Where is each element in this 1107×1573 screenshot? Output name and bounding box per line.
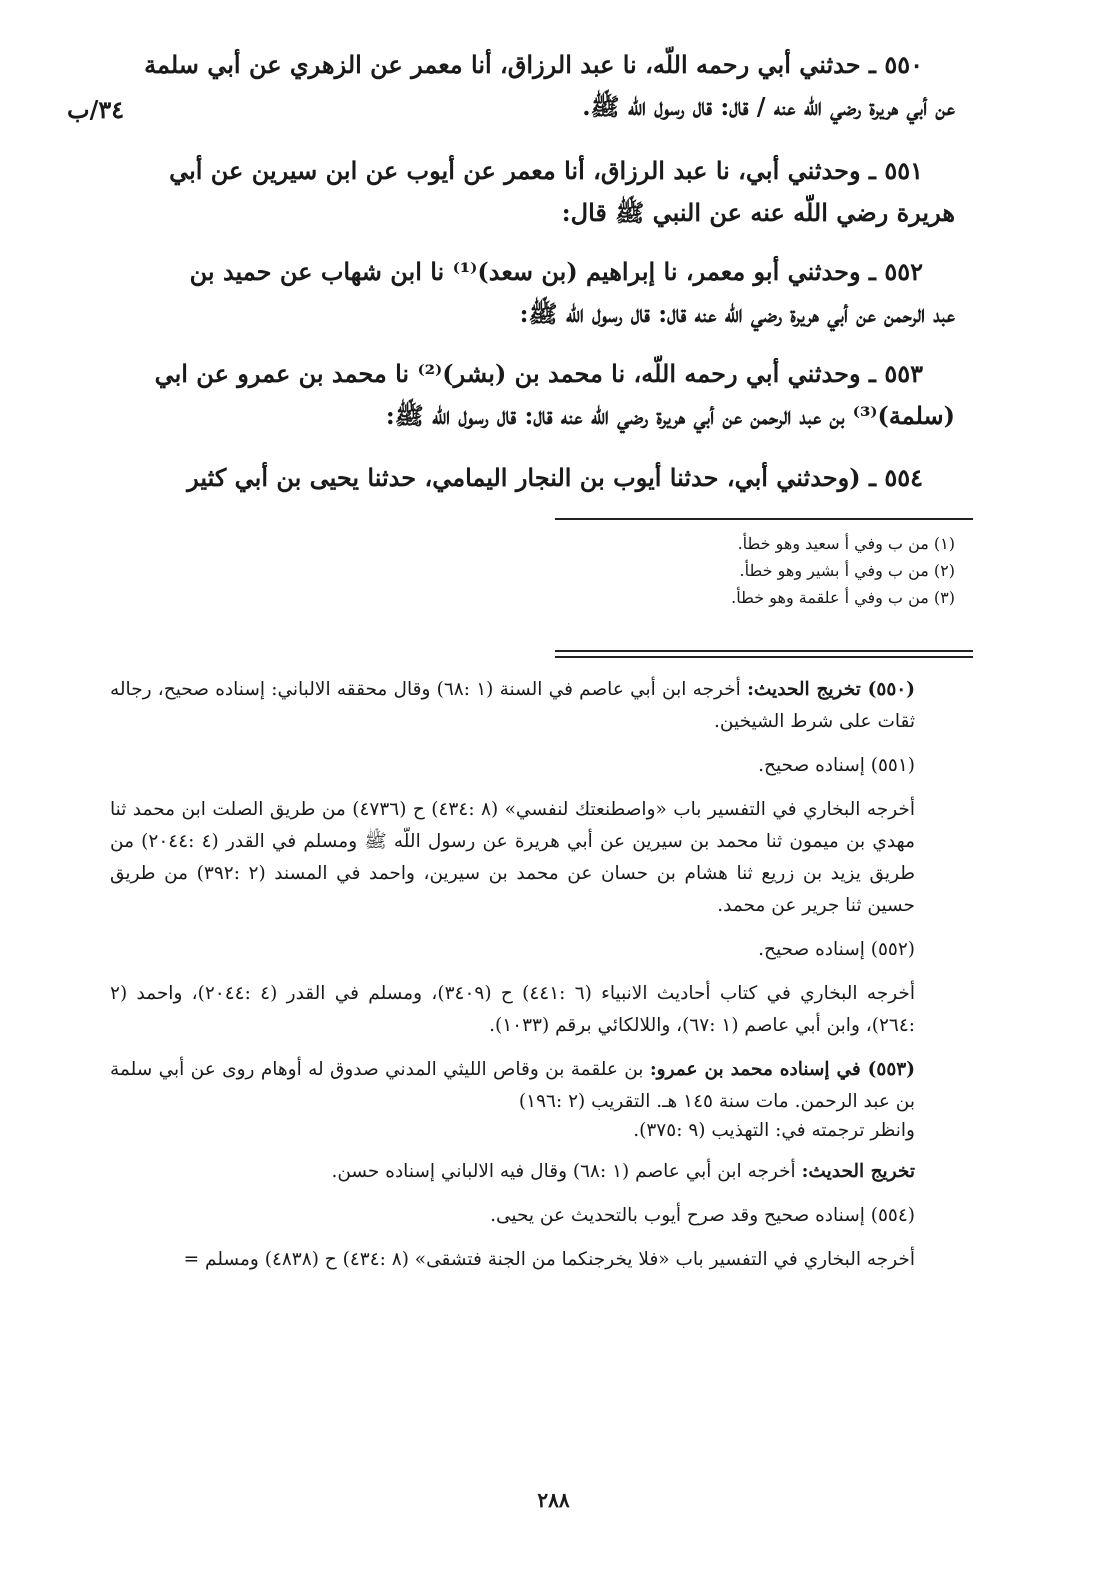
footnote-separator (555, 518, 973, 520)
footnote-3: (٣) من ب وفي أ علقمة وهو خطأ. (731, 588, 955, 607)
takhrij-550-text: أخرجه ابن أبي عاصم في السنة (١ :٦٨) وقال محققه الالباني: إسناده صحيح، رجاله ثقات على شرط الشيخين. (110, 679, 915, 732)
takhrij-553-extra (110, 1156, 955, 1188)
takhrij-553-ref: وانظر ترجمته في: التهذيب (٩ :٣٧٥). (633, 1120, 915, 1141)
takhrij-550 (110, 674, 955, 738)
manuscript-folio-marker: ٣٤/ب (67, 95, 125, 124)
hadith-552-line-1: ٥٥٢ ـ وحدثني أبو معمر، نا إبراهيم (بن سعد)⁽¹⁾ نا ابن شهاب عن حميد بن (189, 257, 923, 286)
hadith-550 (110, 44, 955, 128)
takhrij-553-text: بن علقمة بن وقاص الليثي المدني صدوق له أوهام روى عن أبي سلمة بن عبد الرحمن. مات سنة ١٤٥ هـ. التقريب (٢ :١٩٦) (110, 1059, 915, 1112)
hadith-550-line-1: ٥٥٠ ـ حدثني أبي رحمه اللّه، نا عبد الرزاق، أنا معمر عن الزهري عن أبي سلمة (144, 50, 923, 79)
takhrij-552-detail: أخرجه البخاري في كتاب أحاديث الانبياء (٦ :٤٤١) ح (٣٤٠٩)، ومسلم في القدر (٤ :٢٠٤٤)، واحمد (٢ :٢٦٤)، وابن أبي عاصم (١ :٦٧)، واللالكائي برقم (١٠٣٣). (110, 983, 915, 1036)
takhrij-554: (٥٥٤) إسناده صحيح وقد صرح أيوب بالتحديث عن يحيى. (490, 1205, 915, 1226)
takhrij-553-lead: (٥٥٣) في إسناده محمد بن عمرو: (649, 1059, 915, 1080)
hadith-552 (110, 251, 955, 335)
takhrij-551-detail: أخرجه البخاري في التفسير باب «واصطنعتك لنفسي» (٨ :٤٣٤) ح (٤٧٣٦) من طريق الصلت ابن محمد ثنا مهدي بن ميمون ثنا محمد بن سيرين عن أبي هريرة عن رسول اللّه ﷺ ومسلم في القدر (٤ :٢٠٤٤) من طريق يزيد بن زريع ثنا هشام بن حسان عن محمد بن سيرين، واحمد في المسند (٢ :٣٩٢) من طريق حسين ثنا جرير عن محمد. (110, 799, 915, 916)
footnote-2: (٢) من ب وفي أ بشير وهو خطأ. (739, 561, 955, 580)
takhrij-553 (110, 1054, 955, 1118)
hadith-551-line-2: هريرة رضي اللّه عنه عن النبي ﷺ قال: (561, 198, 955, 227)
takhrij-552: (٥٥٢) إسناده صحيح. (758, 939, 915, 960)
takhrij-553-extra-text: أخرجه ابن أبي عاصم (١ :٦٨) وقال فيه الالباني إسناده حسن. (331, 1161, 796, 1182)
hadith-551 (110, 150, 955, 234)
footnotes (535, 530, 955, 611)
page-number: ٢٨٨ (537, 1488, 570, 1512)
hadith-554-line-1: ٥٥٤ ـ (وحدثني أبي، حدثنا أيوب بن النجار اليمامي، حدثنا يحيى بن أبي كثير (187, 463, 923, 492)
takhrij-550-lead: (٥٥٠) تخريج الحديث: (747, 679, 915, 700)
footnote-1: (١) من ب وفي أ سعيد وهو خطأ. (737, 534, 955, 553)
hadith-553 (110, 353, 955, 437)
takhrij-separator (555, 650, 973, 658)
takhrij-551: (٥٥١) إسناده صحيح. (758, 755, 915, 776)
hadith-550-line-2: عن أبي هريرة رضي اللّه عنه / قال: قال رسول اللّه ﷺ. (582, 92, 955, 121)
hadith-553-line-2: (سلمة)⁽³⁾ بن عبد الرحمن عن أبي هريرة رضي اللّه عنه قال: قال رسول اللّه ﷺ: (385, 401, 955, 430)
takhrij-554-detail: أخرجه البخاري في التفسير باب «فلا يخرجنكما من الجنة فتشقى» (٨ :٤٣٤) ح (٤٨٣٨) ومسلم = (183, 1249, 915, 1270)
takhrij-553-extra-lead: تخريج الحديث: (801, 1161, 915, 1182)
hadith-553-line-1: ٥٥٣ ـ وحدثني أبي رحمه اللّه، نا محمد بن (بشر)⁽²⁾ نا محمد بن عمرو عن ابي (154, 359, 923, 388)
takhrij-section (110, 674, 955, 1276)
hadith-554 (110, 457, 955, 499)
hadith-552-line-2: عبد الرحمن عن أبي هريرة رضي اللّه عنه قال: قال رسول اللّه ﷺ: (519, 299, 955, 328)
hadith-551-line-1: ٥٥١ ـ وحدثني أبي، نا عبد الرزاق، أنا معمر عن أيوب عن ابن سيرين عن أبي (169, 156, 923, 185)
